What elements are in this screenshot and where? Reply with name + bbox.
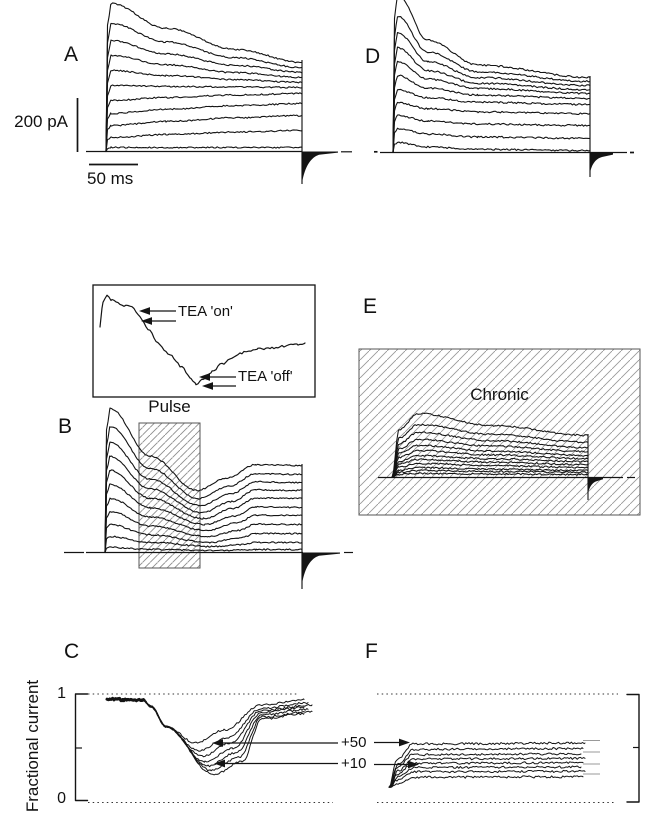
horizontal-scale-bar-label: 50 ms bbox=[87, 169, 134, 188]
tea-on-annotation: TEA 'on' bbox=[178, 303, 233, 320]
panel-label-b: B bbox=[58, 415, 73, 438]
y-axis-tick-0: 0 bbox=[57, 790, 66, 807]
vertical-scale-bar-label: 200 pA bbox=[14, 112, 68, 131]
y-axis-tick-1: 1 bbox=[57, 685, 66, 702]
panel-label-f: F bbox=[365, 640, 378, 663]
y-axis-label: Fractional current bbox=[23, 679, 43, 813]
chronic-label: Chronic bbox=[470, 385, 529, 404]
panel-label-e: E bbox=[363, 295, 378, 318]
panel-label-d: D bbox=[365, 45, 381, 68]
panel-label-a: A bbox=[64, 43, 79, 66]
plus50-annotation: +50 bbox=[341, 734, 367, 751]
plus10-annotation: +10 bbox=[341, 755, 367, 772]
tea-off-annotation: TEA 'off' bbox=[238, 368, 293, 385]
panel-label-c: C bbox=[64, 640, 80, 663]
pulse-label: Pulse bbox=[148, 397, 191, 416]
